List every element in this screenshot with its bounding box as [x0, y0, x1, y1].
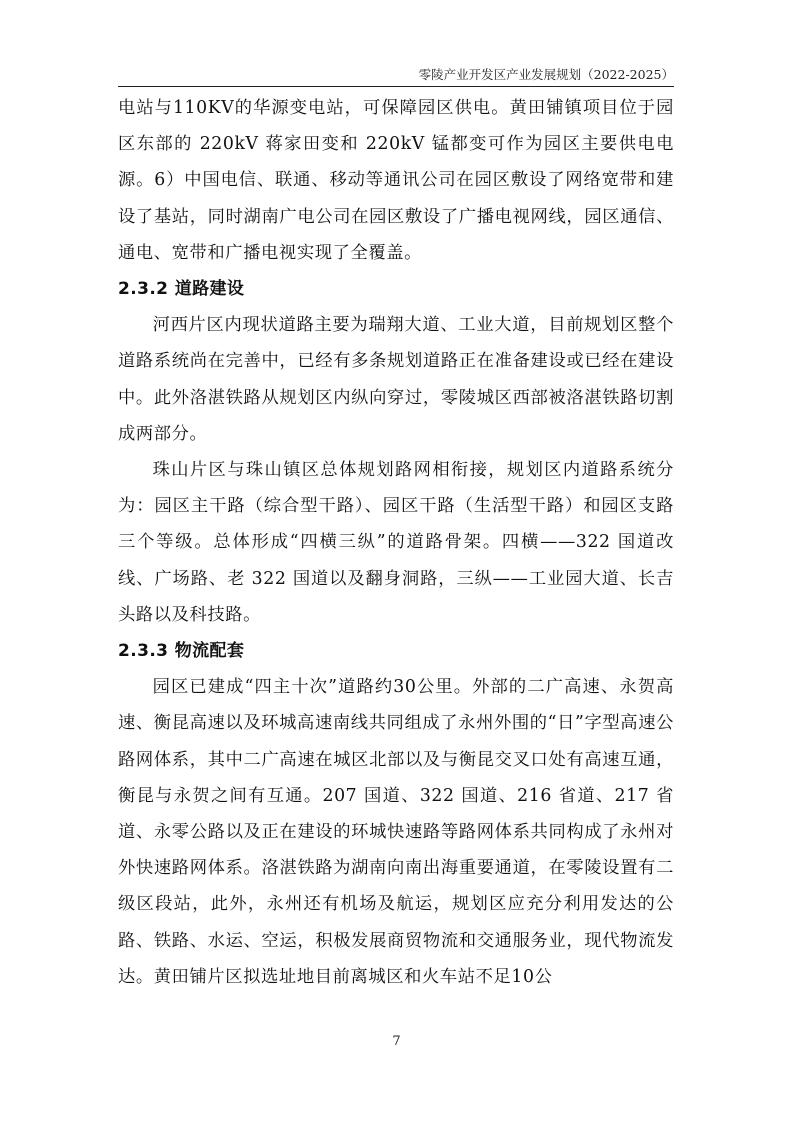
section-heading-road-construction: 2.3.2 道路建设	[118, 279, 245, 300]
paragraph-hexi-roads: 河西片区内现状道路主要为瑞翔大道、工业大道，目前规划区整个道路系统尚在完善中，已经有多条规划道路正在准备建设或已经在建设中。此外洛湛铁路从规划区内纵向穿过，零陵城区西部被洛湛铁路切割成两部分。	[118, 315, 674, 444]
document-body	[118, 90, 674, 995]
header-title: 零陵产业开发区产业发展规划（2022-2025）	[418, 67, 674, 82]
paragraph-logistics: 园区已建成“四主十次”道路约30公里。外部的二广高速、永贺高速、衡昆高速以及环城高速南线共同组成了永州外围的“日”字型高速公路网体系，其中二广高速在城区北部以及与衡昆交叉口处有高速互通，衡昆与永贺之间有互通。207 国道、322 国道、216 省道、217 省道、永零公路以及正在建设的环城快速路等路网体系共同构成了永州对外快速路网体系。洛湛铁路为湖南向南出海重要通道，在零陵设置有二级区段站，此外，永州还有机场及航运，规划区应充分利用发达的公路、铁路、水运、空运，积极发展商贸物流和交通服务业，现代物流发达。黄田铺片区拟选址地目前离城区和火车站不足10公	[118, 677, 674, 987]
page-header	[118, 66, 674, 87]
paragraph-zhushan-roads: 珠山片区与珠山镇区总体规划路网相衔接，规划区内道路系统分为：园区主干路（综合型干路）、园区干路（生活型干路）和园区支路三个等级。总体形成“四横三纵”的道路骨架。四横——322 国道改线、广场路、老 322 国道以及翻身洞路，三纵——工业园大道、长吉头路以及科技路。	[118, 460, 674, 625]
section-heading-logistics: 2.3.3 物流配套	[118, 641, 245, 662]
paragraph-power-telecom: 电站与110KV的华源变电站，可保障园区供电。黄田铺镇项目位于园区东部的 220kV 蒋家田变和 220kV 锰都变可作为园区主要供电电源。6）中国电信、联通、移动等通讯公司在园区敷设了网络宽带和建设了基站，同时湖南广电公司在园区敷设了广播电视网线，园区通信、通电、宽带和广播电视实现了全覆盖。	[118, 98, 674, 263]
page-number: 7	[392, 1034, 401, 1049]
